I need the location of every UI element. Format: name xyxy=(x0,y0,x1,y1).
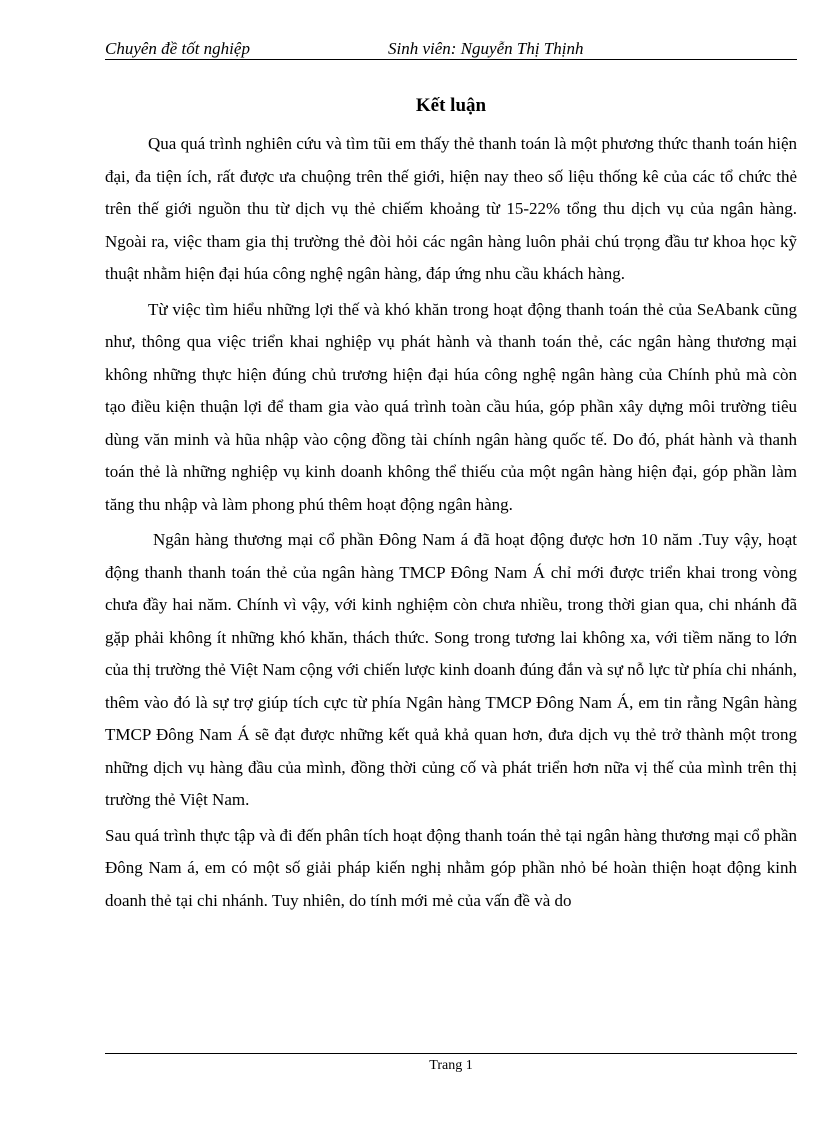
paragraph-2: Từ việc tìm hiểu những lợi thế và khó khăn trong hoạt động thanh toán thẻ của SeAbank cũng như, thông qua việc triển khai nghiệp vụ phát hành và thanh toán thẻ, các ngân hàng thương mại không những thực hiện đúng chủ trương hiện đại húa công nghệ ngân hàng của Chính phủ mà còn tạo điều kiện thuận lợi để tham gia vào quá trình toàn cầu húa, góp phần xây dựng môi trường tiêu dùng văn minh và hũa nhập vào cộng đồng tài chính ngân hàng quốc tế. Do đó, phát hành và thanh toán thẻ là những nghiệp vụ kinh doanh không thể thiếu của một ngân hàng hiện đại, góp phần làm tăng thu nhập và làm phong phú thêm hoạt động ngân hàng. xyxy=(105,299,797,514)
paragraph-1: Qua quá trình nghiên cứu và tìm tũi em thấy thẻ thanh toán là một phương thức thanh toán hiện đại, đa tiện ích, rất được ưa chuộng trên thế giới, hiện nay theo số liệu thống kê của các tổ chức thẻ trên thế giới nguồn thu từ dịch vụ thẻ chiếm khoảng từ 15-22% tổng thu dịch vụ của ngân hàng. Ngoài ra, việc tham gia thị trường thẻ đòi hỏi các ngân hàng luôn phải chú trọng đầu tư khoa học kỹ thuật nhằm hiện đại húa công nghệ ngân hàng, đáp ứng nhu cầu khách hàng. xyxy=(105,134,797,283)
header-report-type: Chuyên đề tốt nghiệp xyxy=(105,39,250,58)
document-body xyxy=(105,128,797,920)
section-title: Kết luận xyxy=(415,95,487,116)
page-number: Trang 1 xyxy=(429,1058,473,1073)
footer-divider xyxy=(105,1053,797,1054)
page-header xyxy=(105,38,797,60)
paragraph-4: Sau quá trình thực tập và đi đến phân tích hoạt động thanh toán thẻ tại ngân hàng thương mại cổ phần Đông Nam á, em có một số giải pháp kiến nghị nhằm góp phần nhỏ bé hoàn thiện hoạt động kinh doanh thẻ tại chi nhánh. Tuy nhiên, do tính mới mẻ của vấn đề và do xyxy=(105,825,797,910)
header-student-name: Sinh viên: Nguyễn Thị Thịnh xyxy=(388,39,584,58)
header-divider xyxy=(105,59,797,60)
paragraph-3: Ngân hàng thương mại cổ phần Đông Nam á đã hoạt động được hơn 10 năm .Tuy vậy, hoạt động thanh thanh toán thẻ của ngân hàng TMCP Đông Nam Á chỉ mới được triển khai trong vòng chưa đầy hai năm. Chính vì vậy, với kinh nghiệm còn chưa nhiều, trong thời gian qua, chi nhánh đã gặp phải không ít những khó khăn, thách thức. Song trong tương lai không xa, với tiềm năng to lớn của thị trường thẻ Việt Nam cộng với chiến lược kinh doanh đúng đắn và sự nỗ lực từ phía chi nhánh, thêm vào đó là sự trợ giúp tích cực từ phía Ngân hàng TMCP Đông Nam Á, em tin rằng Ngân hàng TMCP Đông Nam Á sẽ đạt được những kết quả khả quan hơn, đưa dịch vụ thẻ trở thành một trong những dịch vụ hàng đầu của mình, đồng thời củng cố và phát triển hơn nữa vị thế của mình trên thị trường thẻ Việt Nam. xyxy=(105,530,797,809)
